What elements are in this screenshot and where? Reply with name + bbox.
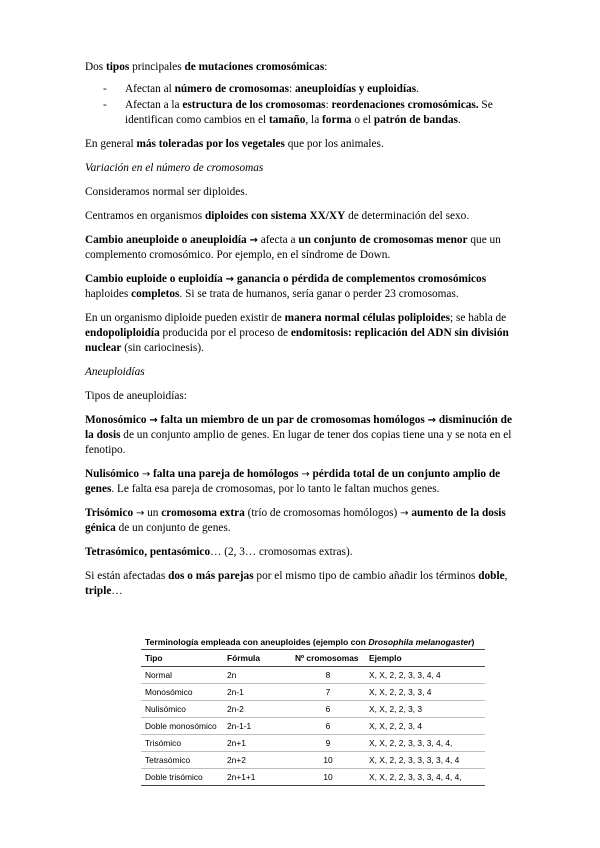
centramos-paragraph (85, 209, 517, 224)
text: . Si se trata de humanos, sería ganar o perder 23 cromosomas. (179, 288, 459, 300)
text: , la (305, 114, 323, 126)
table-row (141, 667, 485, 684)
table-cell: X, X, 2, 2, 3, 3, 3, 3, 4, 4 (365, 752, 485, 769)
document-body (85, 60, 517, 608)
text: . (457, 114, 461, 126)
bold-text: estructura de los cromosomas (182, 99, 326, 111)
tetrasomic-paragraph (85, 545, 517, 560)
text: : (325, 99, 332, 111)
section-heading-variacion: Variación en el número de cromosomas (85, 162, 264, 174)
table-cell: X, X, 2, 2, 3, 3, 4 (365, 684, 485, 701)
arrow-right-icon: → (249, 235, 258, 246)
text: En general (85, 138, 137, 150)
column-header: Fórmula (223, 650, 291, 667)
text: producida por el proceso de (159, 327, 291, 339)
table-row (141, 752, 485, 769)
arrow-right-icon: → (141, 469, 151, 480)
mutation-types-list (85, 82, 517, 128)
bold-text: falta una pareja de homólogos (150, 468, 302, 480)
arrow-right-icon: → (427, 415, 436, 426)
multiple-paragraph (85, 569, 517, 599)
bold-text: triple (85, 585, 112, 597)
table-cell: Trisómico (141, 735, 223, 752)
tipos-paragraph: Tipos de aneuploidías: (85, 390, 187, 402)
table-cell: 8 (291, 667, 365, 684)
bold-text: endomitosis: replicación del ADN sin división nuclear (85, 327, 509, 354)
list-item (85, 82, 517, 97)
text: . (416, 83, 419, 95)
bold-text: Cambio euploide o euploidía (85, 273, 226, 285)
bold-text: completos (131, 288, 180, 300)
bold-text: diploides con sistema XX/XY (204, 210, 346, 222)
table-cell: Tetrasómico (141, 752, 223, 769)
arrow-right-icon: → (400, 508, 409, 519)
table-cell: Doble monosómico (141, 718, 223, 735)
bold-text: tamaño (269, 114, 306, 126)
text: : (289, 83, 295, 95)
text: Si están afectadas (85, 570, 169, 582)
arrow-right-icon: → (135, 508, 145, 519)
table-cell: X, X, 2, 2, 3, 4 (365, 718, 485, 735)
table-cell: Normal (141, 667, 223, 684)
bold-text: más toleradas por los vegetales (136, 138, 285, 150)
list-dash: - (103, 83, 107, 95)
bold-text: tipos (106, 61, 130, 73)
table-cell: 6 (291, 718, 365, 735)
aneuploid-paragraph (85, 233, 517, 263)
bold-text: reordenaciones cromosómicas. (331, 99, 479, 111)
table-cell: 2n+2 (223, 752, 291, 769)
text: . Le falta esa pareja de cromosomas, por lo tanto le faltan muchos genes. (111, 483, 440, 495)
text: … (111, 585, 123, 597)
text: o el (351, 114, 374, 126)
text: de un conjunto amplio de genes. En lugar de tener dos copias tiene una y se nota en el fenotipo. (85, 429, 512, 456)
bold-text: número de cromosomas (174, 83, 289, 95)
text: (sin cariocinesis). (121, 342, 204, 354)
text: que un complemento cromosómico. Por ejemplo, en el síndrome de Down. (85, 234, 501, 261)
table-header-row (141, 650, 485, 667)
text: ; se habla de (450, 312, 507, 324)
table-title (141, 635, 485, 650)
text: de determinación del sexo. (345, 210, 470, 222)
table-cell: 2n-1-1 (223, 718, 291, 735)
text: En un organismo diploide pueden existir de (85, 312, 285, 324)
general-paragraph (85, 137, 517, 152)
bold-text: cromosoma extra (161, 507, 245, 519)
text: de un conjunto de genes. (115, 522, 231, 534)
bold-text: disminución de la dosis (85, 414, 512, 441)
text: Se identifican como cambios en el (125, 99, 493, 126)
bold-text: manera normal células poliploides (284, 312, 451, 324)
bold-text: aumento de la dosis génica (85, 507, 506, 534)
intro-paragraph (85, 60, 517, 75)
bold-text: falta un miembro de un par de cromosomas homólogos (157, 414, 428, 426)
text: … (2, 3… cromosomas extras). (210, 546, 353, 558)
table-cell: Monosómico (141, 684, 223, 701)
table-row (141, 684, 485, 701)
bold-text: endopoliploidía (85, 327, 160, 339)
text: haploides (85, 288, 132, 300)
bold-text: Cambio aneuploide o aneuploidía (85, 234, 250, 246)
text: un (144, 507, 162, 519)
list-dash: - (103, 99, 107, 111)
text: Terminología empleada con aneuploides (ejemplo con (145, 637, 369, 647)
text: que por los animales. (284, 138, 384, 150)
euploid-paragraph (85, 272, 517, 302)
bold-text: pérdida total de un conjunto amplio de genes (85, 468, 501, 495)
bold-text: ganancia o pérdida de complementos cromosómicos (234, 273, 487, 285)
table-cell: 2n (223, 667, 291, 684)
bold-text: aneuploidías y euploidías (294, 83, 417, 95)
trisomic-paragraph (85, 506, 517, 536)
text: Dos (85, 61, 107, 73)
table-cell: 10 (291, 769, 365, 786)
bold-text: forma (322, 114, 352, 126)
text: , (504, 570, 508, 582)
bold-text: Nulisómico (85, 468, 142, 480)
table-cell: X, X, 2, 2, 3, 3, 3, 4, 4, (365, 735, 485, 752)
table-row (141, 701, 485, 718)
section-heading-aneuploidias: Aneuploidías (85, 366, 145, 378)
table-cell: Doble trisómico (141, 769, 223, 786)
column-header: Tipo (141, 650, 223, 667)
bold-text: de mutaciones cromosómicas (184, 61, 325, 73)
bold-text: doble (478, 570, 505, 582)
table-cell: X, X, 2, 2, 3, 3, 3, 4, 4, 4, (365, 769, 485, 786)
table-row (141, 735, 485, 752)
bold-text: Trisómico (85, 507, 136, 519)
table-cell: X, X, 2, 2, 3, 3 (365, 701, 485, 718)
table-cell: 2n+1+1 (223, 769, 291, 786)
text: Centramos en organismos (85, 210, 205, 222)
arrow-right-icon: → (225, 274, 235, 285)
column-header: Nº cromosomas (291, 650, 365, 667)
bold-text: dos o más parejas (168, 570, 254, 582)
bold-text: un conjunto de cromosomas menor (298, 234, 468, 246)
table-cell: Nulisómico (141, 701, 223, 718)
table-row (141, 769, 485, 786)
table-row (141, 718, 485, 735)
text: principales (129, 61, 185, 73)
text: Afectan a la (125, 99, 183, 111)
aneuploid-terminology-table (141, 635, 485, 786)
arrow-right-icon: → (301, 469, 310, 480)
text: (trío de cromosomas homólogos) (244, 507, 401, 519)
table-cell: 2n+1 (223, 735, 291, 752)
arrow-right-icon: → (149, 415, 158, 426)
diploid-paragraph: Consideramos normal ser diploides. (85, 186, 248, 198)
text: afecta a (257, 234, 299, 246)
table-cell: 10 (291, 752, 365, 769)
table (141, 650, 485, 786)
nulisomic-paragraph (85, 467, 517, 497)
column-header: Ejemplo (365, 650, 485, 667)
bold-text: Monosómico (85, 414, 150, 426)
monosomic-paragraph (85, 413, 517, 458)
text: : (324, 61, 328, 73)
table-cell: 7 (291, 684, 365, 701)
table-cell: 9 (291, 735, 365, 752)
text: Afectan al (125, 83, 175, 95)
polyploid-paragraph (85, 311, 517, 356)
bold-text: Tetrasómico, pentasómico (85, 546, 211, 558)
table-cell: X, X, 2, 2, 3, 3, 4, 4 (365, 667, 485, 684)
text: por el mismo tipo de cambio añadir los términos (253, 570, 479, 582)
italic-text: Drosophila melanogaster (368, 637, 472, 647)
table-cell: 6 (291, 701, 365, 718)
table-cell: 2n-2 (223, 701, 291, 718)
bold-text: patrón de bandas (373, 114, 458, 126)
table-cell: 2n-1 (223, 684, 291, 701)
list-item (85, 98, 517, 128)
text: ) (471, 637, 475, 647)
